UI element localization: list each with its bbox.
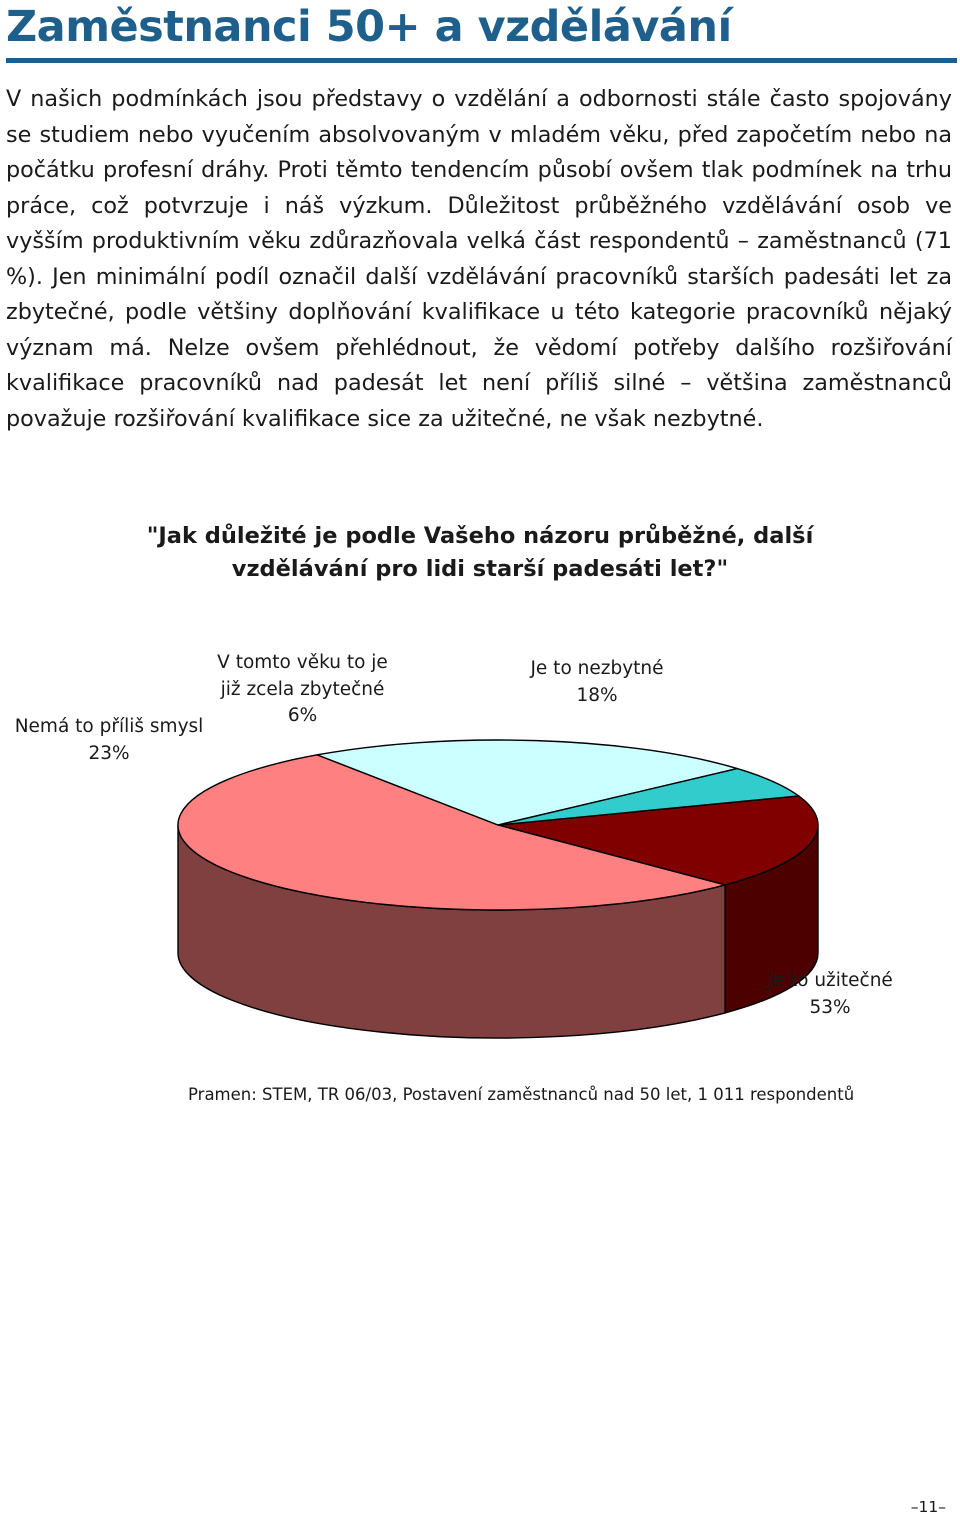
pie-chart	[0, 620, 960, 1100]
title-underline	[6, 58, 957, 63]
slice-label-zcela-zbytecne	[210, 650, 395, 730]
slice-label-value: 53%	[809, 996, 851, 1018]
slice-label-value: 18%	[576, 684, 618, 706]
slice-label-nema-smysl	[14, 714, 204, 767]
slice-label-nezbytne	[527, 656, 667, 709]
slice-label-uzitecne	[760, 968, 900, 1021]
slice-label-value: 23%	[88, 742, 130, 764]
slice-label-text: Je to nezbytné	[530, 658, 664, 679]
slice-label-text: Nemá to příliš smysl	[14, 716, 204, 737]
slice-label-value: 6%	[287, 705, 318, 726]
body-paragraph: V našich podmínkách jsou představy o vzdělání a odbornosti stále často spojovány se studiem nebo vyučením absolvovaným v mladém věku, před započetím nebo na počátku profesní dráhy. Proti těmto tendencím působí ovšem tlak podmínek na trhu práce, což potvrzuje i náš výzkum. Důležitost průběžného vzdělávání osob ve vyšším produktivním věku zdůrazňovala velká část respondentů – zaměstnanců (71 %). Jen minimální podíl označil další vzdělávání pracovníků starších padesáti let za zbytečné, podle většiny doplňování kvalifikace u této kategorie pracovníků nějaký význam má. Nelze ovšem přehlédnout, že vědomí potřeby dalšího rozšiřování kvalifikace pracovníků nad padesát let není příliš silné – většina zaměstnanců považuje rozšiřování kvalifikace sice za užitečné, ne však nezbytné.	[6, 86, 952, 432]
page-title: Zaměstnanci 50+ a vzdělávání	[6, 2, 732, 52]
page-number: –11–	[910, 1498, 946, 1516]
source-note: Pramen: STEM, TR 06/03, Postavení zaměstnanců nad 50 let, 1 011 respondentů	[188, 1085, 855, 1104]
chart-title: "Jak důležité je podle Vašeho názoru průběžné, další vzdělávání pro lidi starší padesáti let?"	[146, 523, 814, 582]
slice-label-text: Je to užitečné	[767, 970, 893, 991]
slice-label-text: V tomto věku to je již zcela zbytečné	[217, 652, 388, 700]
